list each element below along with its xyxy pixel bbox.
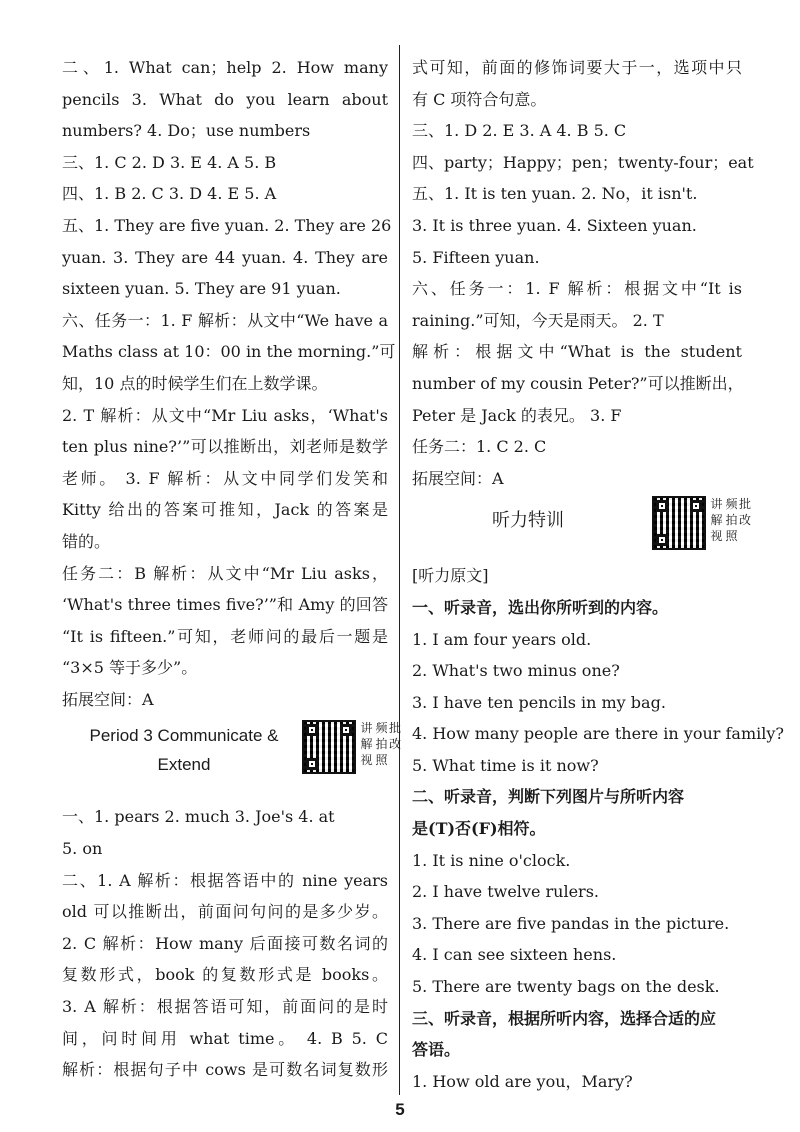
- period-3-answers: [62, 801, 388, 1085]
- qr-caption-char: 改: [739, 513, 752, 528]
- text-line: 二、1. What can；help 2. How many: [62, 58, 388, 77]
- text-line: 2. What's two minus one?: [412, 661, 620, 681]
- qr-caption-char: 照: [375, 753, 388, 768]
- left-column: [62, 52, 402, 1086]
- text-line: sixteen yuan. 5. They are 91 yuan.: [62, 279, 341, 299]
- text-line: pencils 3. What do you learn about: [62, 89, 388, 109]
- text-line: 三、听录音，根据所听内容，选择合适的应: [412, 1008, 717, 1028]
- qr-caption-char: 批: [389, 721, 402, 736]
- text-line: 一、听录音，选出你所听到的内容。: [412, 597, 669, 617]
- text-line: [听力原文]: [412, 566, 489, 586]
- qr-code-block[interactable]: [652, 496, 751, 550]
- text-line: 六、任务一：1. F 解析：根据文中“It is: [412, 279, 742, 299]
- qr-code-icon[interactable]: [652, 496, 706, 550]
- text-line: 5. on: [62, 839, 103, 859]
- text-line: yuan. 3. They are 44 yuan. 4. They are: [62, 247, 388, 267]
- qr-caption-char: 讲: [360, 721, 373, 736]
- text-line: Maths class at 10：00 in the morning.”可: [62, 342, 396, 362]
- text-line: 二、1. A 解析：根据答语中的 nine years: [62, 870, 388, 890]
- text-line: 是(T)否(F)相符。: [412, 819, 546, 839]
- text-line: 拓展空间：A: [412, 468, 504, 488]
- text-line: raining.”可知，今天是雨天。 2. T: [412, 310, 664, 330]
- text-line: 二、听录音，判断下列图片与所听内容: [412, 787, 685, 807]
- period-title: [76, 721, 292, 779]
- text-line: 四、1. B 2. C 3. D 4. E 5. A: [62, 184, 277, 204]
- text-line: 1. It is nine o'clock.: [412, 850, 571, 870]
- text-line: 任务二：B 解析：从文中“Mr Liu asks，: [62, 563, 388, 583]
- text-line: 间，问时间用 what time。 4. B 5. C: [62, 1028, 388, 1048]
- period-title-line2: Extend: [157, 755, 211, 775]
- qr-code-block[interactable]: [302, 720, 401, 774]
- text-line: 答语。: [412, 1040, 461, 1060]
- text-line: 2. T 解析：从文中“Mr Liu asks，‘What's: [62, 405, 388, 425]
- text-line: 任务二：1. C 2. C: [412, 437, 547, 457]
- text-line: 4. I can see sixteen hens.: [412, 945, 617, 965]
- column-divider: [399, 45, 400, 1095]
- text-line: old 可以推断出，前面问句问的是多少岁。: [62, 902, 388, 922]
- text-line: 3. There are five pandas in the picture.: [412, 913, 730, 933]
- text-line: 复数形式，book 的复数形式是 books。: [62, 965, 388, 985]
- text-line: 有 C 项符合句意。: [412, 89, 547, 109]
- text-line: 式可知，前面的修饰词要大于一，选项中只: [412, 58, 742, 77]
- text-line: 五、1. They are five yuan. 2. They are 26: [62, 215, 392, 235]
- text-line: 五、1. It is ten yuan. 2. No，it isn't.: [412, 184, 698, 204]
- qr-caption-char: 讲: [710, 497, 723, 512]
- listening-header: [412, 494, 752, 560]
- text-line: numbers? 4. Do；use numbers: [62, 121, 311, 141]
- text-line: 2. C 解析：How many 后面接可数名词的: [62, 933, 388, 953]
- page-number: 5: [395, 1100, 405, 1119]
- text-line: 1. I am four years old.: [412, 629, 592, 649]
- text-line: 1. How old are you，Mary?: [412, 1071, 633, 1091]
- text-line: ‘What's three times five?’”和 Amy 的回答: [62, 595, 388, 615]
- text-line: 知，10 点的时候学生们在上数学课。: [62, 373, 328, 393]
- text-line: 老师。 3. F 解析：从文中同学们发笑和: [62, 468, 388, 488]
- qr-caption-char: 拍: [375, 737, 388, 752]
- text-line: “3×5 等于多少”。: [62, 658, 198, 678]
- text-line: 5. Fifteen yuan.: [412, 247, 540, 267]
- text-line: 四、party；Happy；pen；twenty-four；eat: [412, 152, 754, 172]
- period-title-line1: Period 3 Communicate &: [89, 726, 279, 746]
- text-line: 拓展空间：A: [62, 689, 154, 709]
- text-line: 错的。: [62, 531, 111, 551]
- listening-title: 听力特训: [492, 510, 564, 532]
- text-line: 六、任务一：1. F 解析：从文中“We have a: [62, 310, 388, 330]
- qr-caption-char: 批: [739, 497, 752, 512]
- text-line: ten plus nine?’”可以推断出，刘老师是数学: [62, 437, 388, 457]
- text-line: 3. A 解析：根据答语可知，前面问的是时: [62, 997, 388, 1017]
- qr-caption-char: 改: [389, 737, 402, 752]
- right-column: [412, 52, 784, 1097]
- qr-caption-char: 视: [710, 529, 723, 544]
- right-answers-section: [412, 52, 754, 494]
- text-line: 解析：根据文中“What is the student: [412, 342, 742, 362]
- text-line: 3. I have ten pencils in my bag.: [412, 692, 666, 712]
- text-line: Kitty 给出的答案可推知，Jack 的答案是: [62, 500, 388, 520]
- left-answers-section: [62, 52, 396, 715]
- text-line: “It is fifteen.”可知，老师问的最后一题是: [62, 626, 388, 646]
- qr-caption-char: 照: [725, 529, 738, 544]
- text-line: 三、1. D 2. E 3. A 4. B 5. C: [412, 121, 627, 141]
- qr-caption-char: 拍: [725, 513, 738, 528]
- qr-caption-char: 解: [360, 737, 373, 752]
- text-line: 2. I have twelve rulers.: [412, 882, 599, 902]
- text-line: 4. How many people are there in your family?: [412, 724, 784, 744]
- qr-caption-char: 解: [710, 513, 723, 528]
- qr-caption-char: 频: [375, 721, 388, 736]
- text-line: 解析：根据句子中 cows 是可数名词复数形: [62, 1060, 388, 1080]
- qr-code-icon[interactable]: [302, 720, 356, 774]
- text-line: Peter 是 Jack 的表兄。 3. F: [412, 405, 622, 425]
- qr-caption: [359, 720, 401, 768]
- text-line: 三、1. C 2. D 3. E 4. A 5. B: [62, 152, 277, 172]
- text-line: 一、1. pears 2. much 3. Joe's 4. at: [62, 807, 335, 827]
- qr-caption-char: 频: [725, 497, 738, 512]
- text-line: 3. It is three yuan. 4. Sixteen yuan.: [412, 215, 697, 235]
- qr-caption-char: 视: [360, 753, 373, 768]
- text-line: number of my cousin Peter?”可以推断出，: [412, 373, 744, 393]
- listening-transcript: [412, 560, 784, 1097]
- text-line: 5. What time is it now?: [412, 755, 599, 775]
- period-3-header: [62, 715, 402, 801]
- qr-caption: [709, 496, 751, 544]
- text-line: 5. There are twenty bags on the desk.: [412, 977, 720, 997]
